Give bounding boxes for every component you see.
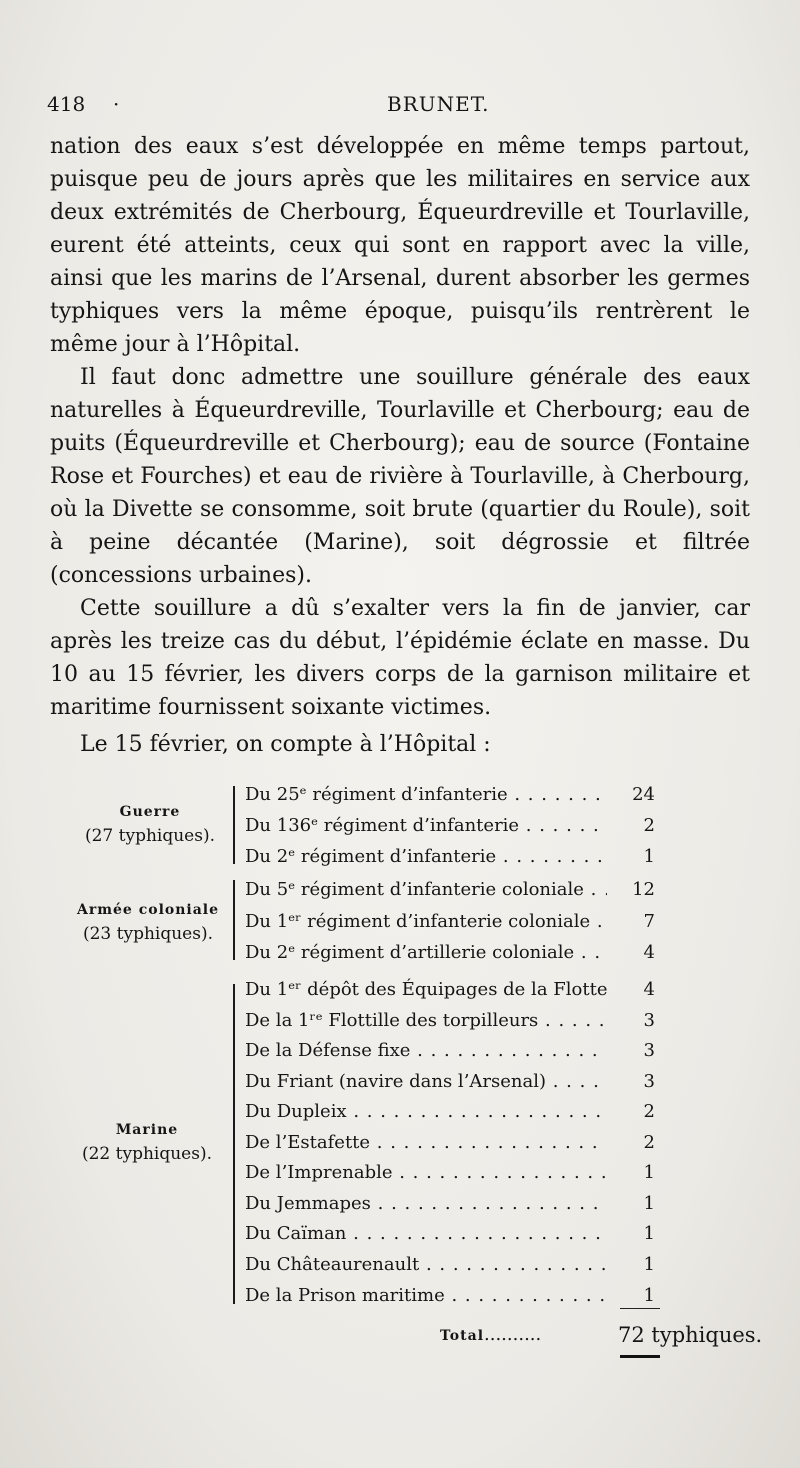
table-row bbox=[245, 1098, 655, 1126]
row-value: 12 bbox=[632, 879, 655, 900]
group-count: (27 typhiques). bbox=[84, 826, 216, 846]
row-value: 3 bbox=[643, 1071, 655, 1092]
table-row bbox=[245, 976, 655, 1004]
total-rule bbox=[620, 1308, 660, 1309]
row-label: Du 2ᵉ régiment d’artillerie coloniale . . . bbox=[245, 939, 607, 967]
header-separator: · bbox=[113, 92, 120, 116]
table-row bbox=[245, 781, 655, 809]
table-row bbox=[245, 1282, 655, 1310]
row-label: Du Dupleix . . . bbox=[245, 1098, 607, 1126]
row-label: Du Friant (navire dans l’Arsenal) . . . bbox=[245, 1068, 607, 1096]
row-value: 4 bbox=[643, 979, 655, 1000]
row-value: 7 bbox=[643, 911, 655, 932]
group-label-guerre bbox=[70, 800, 230, 848]
row-value: 3 bbox=[643, 1010, 655, 1031]
row-label: Du 25ᵉ régiment d’infanterie . . . bbox=[245, 781, 607, 809]
paragraph-1: nation des eaux s’est développée en même temps partout, puisque peu de jours après que les militaires en service aux deux extrémités de Cherbourg, Équeurdreville et Tourlaville, eurent été atteints, ceux qui sont en rapport avec la ville, ainsi que les marins de l’Arsenal, durent absorber les germes typhiques vers la même époque, puisqu’ils rentrèrent le même jour à l’Hôpital. bbox=[50, 134, 750, 357]
row-label: Du 1ᵉʳ régiment d’infanterie coloniale . . . bbox=[245, 908, 607, 936]
group-count: (22 typhiques). bbox=[81, 1144, 213, 1164]
running-head: BRUNET. bbox=[387, 92, 490, 116]
total-dots: .......... bbox=[484, 1324, 542, 1345]
row-value: 24 bbox=[632, 784, 655, 805]
table-row bbox=[245, 843, 655, 871]
table-row bbox=[245, 812, 655, 840]
table-row bbox=[245, 1007, 655, 1035]
table-row bbox=[245, 876, 655, 904]
row-value: 1 bbox=[643, 1285, 655, 1306]
table-row bbox=[245, 1068, 655, 1096]
row-value: 3 bbox=[643, 1040, 655, 1061]
row-value: 1 bbox=[643, 1254, 655, 1275]
row-value: 2 bbox=[643, 1101, 655, 1122]
row-value: 1 bbox=[643, 1223, 655, 1244]
brace bbox=[233, 984, 235, 1304]
row-label: Du Jemmapes . . . bbox=[245, 1190, 607, 1218]
row-value: 4 bbox=[643, 942, 655, 963]
row-value: 2 bbox=[643, 815, 655, 836]
row-label: Du 5ᵉ régiment d’infanterie coloniale . . . bbox=[245, 876, 607, 904]
group-label-marine bbox=[62, 1118, 232, 1166]
total-underline bbox=[620, 1355, 660, 1358]
row-value: 1 bbox=[643, 1162, 655, 1183]
table-row bbox=[245, 1159, 655, 1187]
body-text bbox=[50, 130, 750, 724]
row-value: 1 bbox=[643, 846, 655, 867]
page-number: 418 bbox=[47, 92, 86, 116]
table-row bbox=[245, 939, 655, 967]
table-row bbox=[245, 1190, 655, 1218]
row-label: Du 2ᵉ régiment d’infanterie . . . bbox=[245, 843, 607, 871]
row-label: De l’Estafette . . . bbox=[245, 1129, 607, 1157]
total-label: Total bbox=[440, 1328, 485, 1344]
row-label: De l’Imprenable . . . bbox=[245, 1159, 607, 1187]
brace bbox=[233, 786, 235, 864]
row-label: De la 1ʳᵉ Flottille des torpilleurs . . . bbox=[245, 1007, 607, 1035]
total-line bbox=[440, 1320, 780, 1350]
table-row bbox=[245, 1220, 655, 1248]
row-label: Du Châteaurenault . . . bbox=[245, 1251, 607, 1279]
paragraph-3: Cette souillure a dû s’exalter vers la fin de janvier, car après les treize cas du début, l’épidémie éclate en masse. Du 10 au 15 février, les divers corps de la garnison militaire et maritime fournissent soixante victimes. bbox=[50, 596, 750, 720]
page-header bbox=[47, 92, 747, 122]
brace bbox=[233, 880, 235, 960]
paragraph-2: Il faut donc admettre une souillure générale des eaux naturelles à Équeurdreville, Tourlaville et Cherbourg; eau de puits (Équeurdreville et Cherbourg); eau de source (Fontaine Rose et Fourches) et eau de rivière à Tourlaville, à Cherbourg, où la Divette se consomme, soit brute (quartier du Roule), soit à peine décantée (Marine), soit dégrossie et filtrée (concessions urbaines). bbox=[50, 365, 750, 588]
row-label: De la Prison maritime . . . bbox=[245, 1282, 607, 1310]
table-intro: Le 15 février, on compte à l’Hôpital : bbox=[80, 732, 491, 757]
group-name: Marine bbox=[115, 1122, 179, 1138]
row-label: De la Défense fixe . . . bbox=[245, 1037, 607, 1065]
table-row bbox=[245, 908, 655, 936]
table-row bbox=[245, 1251, 655, 1279]
table-row bbox=[245, 1129, 655, 1157]
row-value: 2 bbox=[643, 1132, 655, 1153]
group-label-armee-coloniale bbox=[62, 898, 234, 946]
row-value: 1 bbox=[643, 1193, 655, 1214]
group-count: (23 typhiques). bbox=[82, 924, 214, 944]
total-value: 72 typhiques. bbox=[618, 1323, 763, 1347]
row-label: Du 1ᵉʳ dépôt des Équipages de la Flotte . . . bbox=[245, 976, 607, 1004]
group-name: Guerre bbox=[119, 804, 181, 820]
group-name: Armée coloniale bbox=[76, 902, 220, 918]
table-row bbox=[245, 1037, 655, 1065]
row-label: Du Caïman . . . bbox=[245, 1220, 607, 1248]
row-label: Du 136ᵉ régiment d’infanterie . . . bbox=[245, 812, 607, 840]
